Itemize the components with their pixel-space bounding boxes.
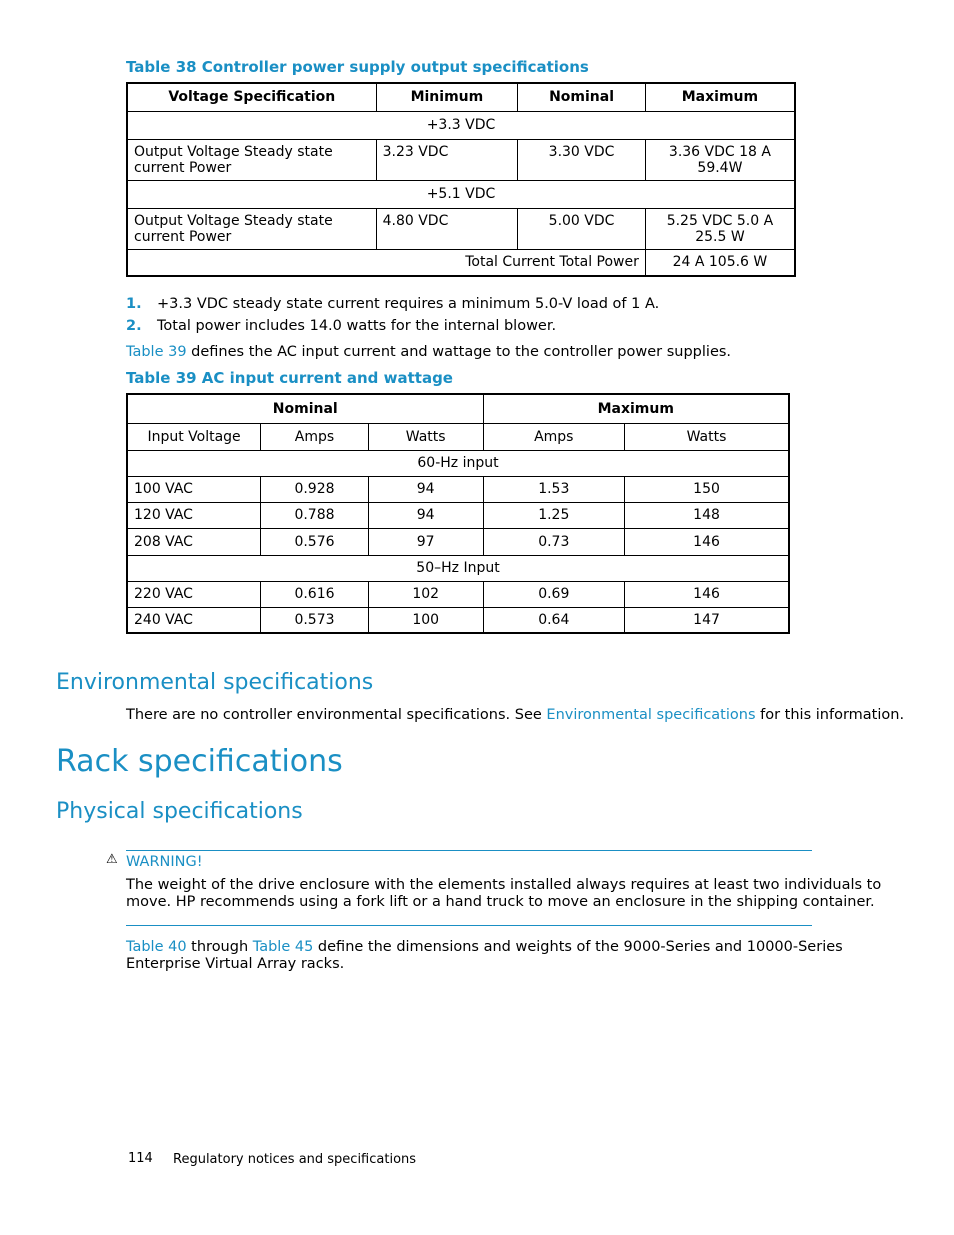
closing-line-1 (126, 938, 843, 956)
intro-table39 (126, 343, 731, 361)
t39-group-maximum: Maximum (483, 394, 789, 423)
t39-sub-nom-watts: Watts (368, 423, 483, 450)
t39-cell: 94 (368, 476, 483, 502)
link-table45[interactable]: Table 45 (252, 939, 314, 955)
t38-row1-max: 3.36 VDC 18 A 59.4W (645, 139, 795, 180)
t39-cell: 0.73 (483, 528, 625, 555)
table-row (127, 607, 789, 633)
t38-header-nom: Nominal (518, 83, 646, 111)
t39-cell: 150 (625, 476, 789, 502)
t39-cell: 100 (368, 607, 483, 633)
note-1-text: +3.3 VDC steady state current requires a minimum 5.0-V load of 1 A. (157, 296, 660, 312)
t39-cell: 148 (625, 502, 789, 528)
t38-header-min: Minimum (376, 83, 518, 111)
t39-cell: 120 VAC (127, 502, 261, 528)
env-paragraph (126, 706, 904, 724)
t39-cell: 1.25 (483, 502, 625, 528)
table-row (127, 502, 789, 528)
t39-cell: 0.69 (483, 581, 625, 607)
link-environmental-specs[interactable]: Environmental specifications (546, 707, 756, 723)
t39-sub-max-watts: Watts (625, 423, 789, 450)
closing-mid: through (186, 939, 253, 955)
t38-section-5v1: +5.1 VDC (127, 180, 795, 208)
t39-cell: 100 VAC (127, 476, 261, 502)
footer-title: Regulatory notices and specifications (173, 1152, 417, 1167)
t38-row2-max: 5.25 VDC 5.0 A 25.5 W (645, 208, 795, 249)
env-heading: Environmental specifications (56, 670, 374, 695)
warning-line-2: move. HP recommends using a fork lift or a hand truck to move an enclosure in the shipping container. (126, 894, 875, 910)
t39-cell: 102 (368, 581, 483, 607)
note-2-number: 2. (126, 318, 142, 334)
link-table40[interactable]: Table 40 (126, 939, 187, 955)
t39-cell: 240 VAC (127, 607, 261, 633)
note-2 (126, 317, 557, 335)
table-row (127, 528, 789, 555)
table-row (127, 476, 789, 502)
closing-line-2: Enterprise Virtual Array racks. (126, 956, 345, 972)
t39-cell: 0.788 (261, 502, 369, 528)
env-text-after: for this information. (755, 707, 905, 723)
t38-row2-spec: Output Voltage Steady state current Power (127, 208, 376, 249)
t38-total-label: Total Current Total Power (127, 249, 645, 276)
t39-group-nominal: Nominal (127, 394, 483, 423)
table38-caption: Table 38 Controller power supply output specifications (126, 58, 589, 76)
table-row (127, 581, 789, 607)
warning-label: WARNING! (126, 854, 203, 870)
t39-section-50hz: 50–Hz Input (127, 555, 789, 581)
t38-section-3v3: +3.3 VDC (127, 111, 795, 139)
t39-cell: 94 (368, 502, 483, 528)
t38-row1-nom: 3.30 VDC (518, 139, 646, 180)
t39-cell: 0.64 (483, 607, 625, 633)
footer-page-number: 114 (128, 1151, 153, 1166)
t39-cell: 97 (368, 528, 483, 555)
t39-cell: 0.576 (261, 528, 369, 555)
table38 (126, 82, 796, 277)
t39-cell: 220 VAC (127, 581, 261, 607)
physical-heading: Physical specifications (56, 799, 303, 824)
warning-top-rule (126, 850, 812, 851)
link-table39[interactable]: Table 39 (126, 344, 187, 360)
intro-table39-text: defines the AC input current and wattage to the controller power supplies. (186, 344, 732, 360)
note-1-number: 1. (126, 296, 142, 312)
t39-cell: 0.573 (261, 607, 369, 633)
warning-line-1: The weight of the drive enclosure with the elements installed always requires at least two individuals to (126, 877, 882, 893)
t39-cell: 146 (625, 528, 789, 555)
warning-bottom-rule (126, 925, 812, 926)
t39-sub-nom-amps: Amps (261, 423, 369, 450)
rack-heading: Rack specifications (56, 744, 343, 779)
t39-sub-input-voltage: Input Voltage (127, 423, 261, 450)
t38-row1-spec: Output Voltage Steady state current Power (127, 139, 376, 180)
t38-row1-min: 3.23 VDC (376, 139, 518, 180)
note-1 (126, 295, 660, 313)
t38-row2-min: 4.80 VDC (376, 208, 518, 249)
t38-row2-nom: 5.00 VDC (518, 208, 646, 249)
t39-cell: 0.928 (261, 476, 369, 502)
t39-section-60hz: 60-Hz input (127, 450, 789, 476)
t39-cell: 147 (625, 607, 789, 633)
t38-total-value: 24 A 105.6 W (645, 249, 795, 276)
t38-header-spec: Voltage Specification (127, 83, 376, 111)
t39-cell: 146 (625, 581, 789, 607)
t39-cell: 1.53 (483, 476, 625, 502)
t39-cell: 208 VAC (127, 528, 261, 555)
t39-sub-max-amps: Amps (483, 423, 625, 450)
t38-header-max: Maximum (645, 83, 795, 111)
closing-text-1: define the dimensions and weights of the 9000-Series and 10000-Series (313, 939, 843, 955)
note-2-text: Total power includes 14.0 watts for the internal blower. (157, 318, 557, 334)
table39 (126, 393, 790, 634)
t39-cell: 0.616 (261, 581, 369, 607)
env-text-before: There are no controller environmental specifications. See (126, 707, 547, 723)
table39-caption: Table 39 AC input current and wattage (126, 369, 453, 387)
warning-icon: ⚠ (106, 852, 118, 867)
